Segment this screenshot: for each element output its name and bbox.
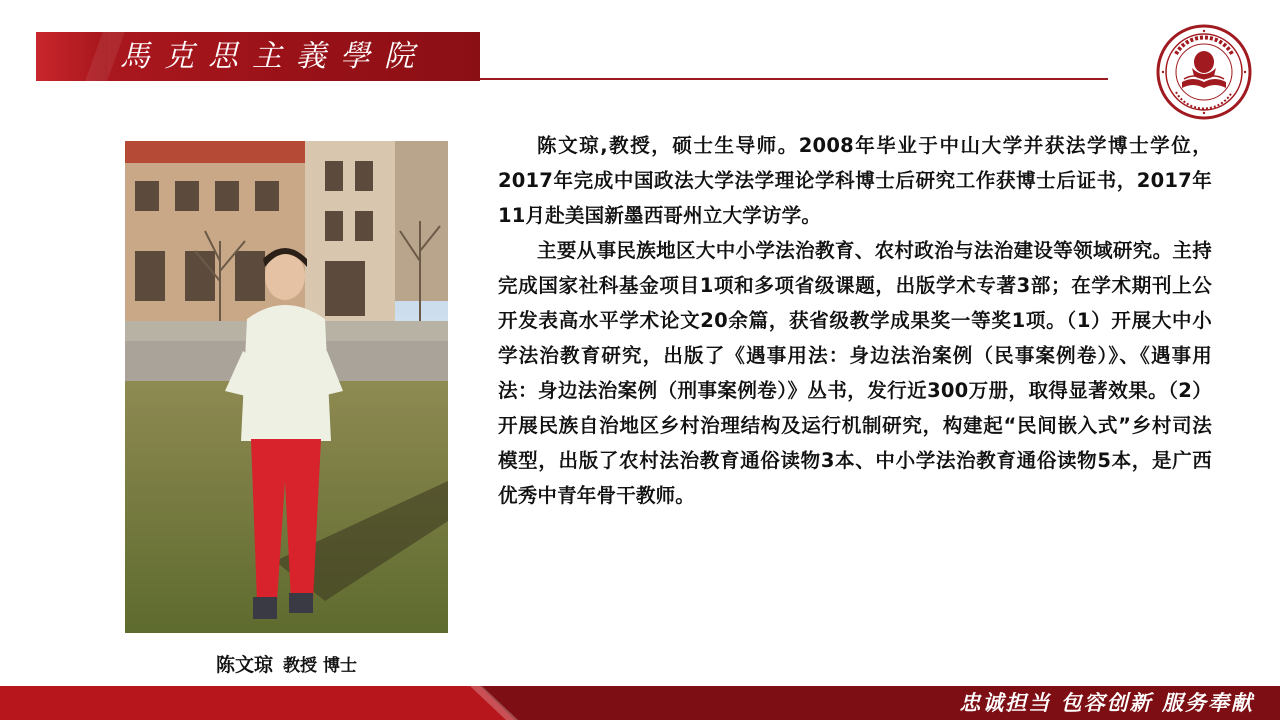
caption-name: 陈文琼 (216, 654, 274, 676)
header-divider (480, 78, 1108, 80)
bio-paragraph-2: 主要从事民族地区大中小学法治教育、农村政治与法治建设等领域研究。主持完成国家社科基金项目1项和多项省级课题，出版学术专著3部；在学术期刊上公开发表高水平学术论文20余篇，获省级教学成果奖一等奖1项。（1）开展大中小学法治教育研究，出版了《遇事用法：身边法治案例（民事案例卷）》、《遇事用法：身边法治案例（刑事案例卷）》丛书，发行近300万册，取得显著效果。（2）开展民族自治地区乡村治理结构及运行机制研究，构建起“民间嵌入式”乡村司法模型，出版了农村法治教育通俗读物3本、中小学法治教育通俗读物5本，是广西优秀中青年骨干教师。 (498, 239, 1212, 507)
header-title: 馬克思主義學院 (120, 39, 428, 74)
caption-title: 教授 博士 (283, 656, 357, 676)
bio-text (498, 128, 1212, 513)
header-banner (36, 32, 480, 81)
bio-paragraph-1: 陈文琼,教授，硕士生导师。2008年毕业于中山大学并获法学博士学位，2017年完成中国政法大学法学理论学科博士后研究工作获博士后证书，2017年11月赴美国新墨西哥州立大学访学。 (498, 134, 1212, 227)
footer-slogan: 忠诚担当 包容创新 服务奉献 (959, 690, 1254, 715)
photo-caption (125, 650, 448, 677)
portrait-photo (125, 141, 448, 633)
university-seal-icon (1156, 24, 1252, 120)
